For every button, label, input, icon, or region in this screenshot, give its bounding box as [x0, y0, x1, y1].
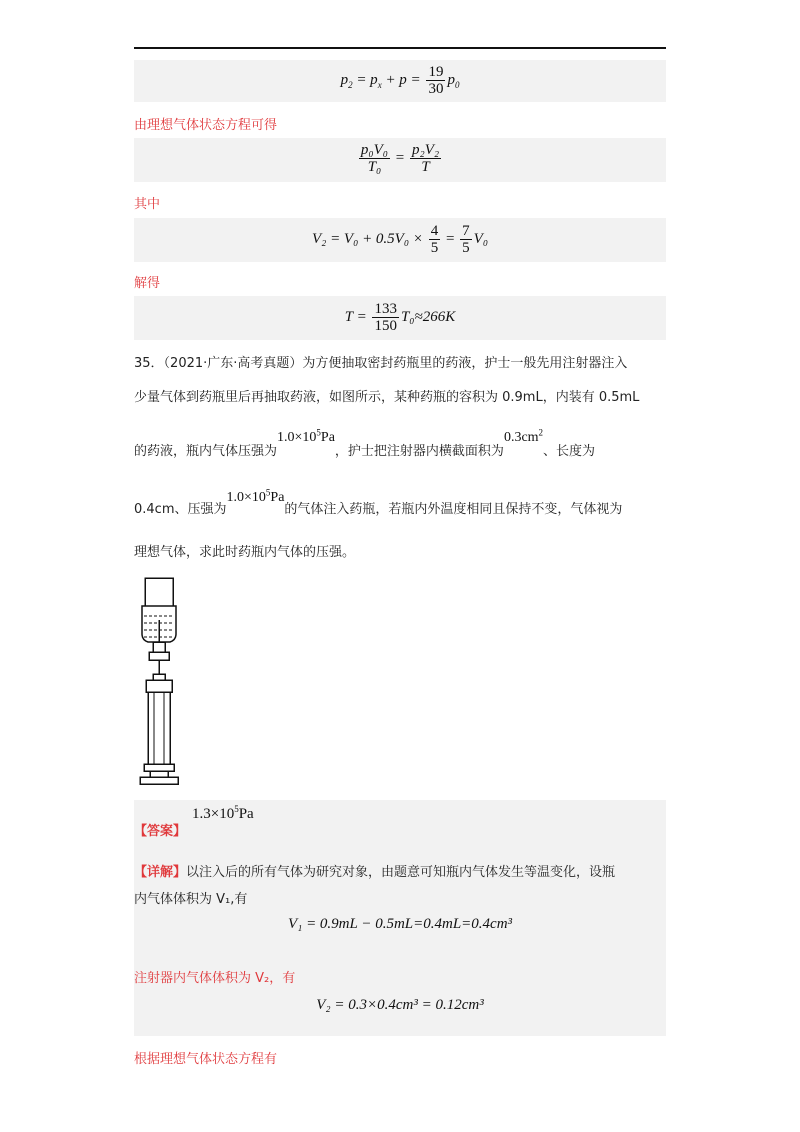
question-line-5: 理想气体，求此时药瓶内气体的压强。	[134, 545, 356, 560]
label-where: 其中	[134, 197, 161, 212]
answer-value: $1.3\times 10^5Pa$	[192, 804, 254, 822]
label-state-equation: 由理想气体状态方程可得	[134, 118, 278, 133]
equation-temperature: T = $\frac{133}{150}$ T₀≈266K	[344, 301, 456, 334]
equation-v2-value: V₂ = 0.3×0.4cm³ = 0.12cm³	[316, 997, 484, 1013]
equation-box-3	[134, 218, 666, 262]
question-line-3: 的药液，瓶内气体压强为$1.0\times 10^5Pa$，护士把注射器内横截面积为$0.3cm^2$、长度为	[134, 427, 596, 459]
detail-line-3: 注射器内气体体积为 V₂，有	[134, 971, 296, 986]
equation-v2: V₂ = V₀ + 0.5V₀ × $\frac{4}{5}$ = $\frac{7}{5}$ V₀	[311, 223, 489, 256]
question-line-1: 35．（2021·广东·高考真题）为方便抽取密封药瓶里的药液，护士一般先用注射器注入	[134, 356, 628, 371]
equation-state: $\frac{\text{p₀V₀}}{\text{T₀}}$ = $\frac{\text{p₂V₂}}{T}$	[360, 142, 440, 175]
header-rule	[134, 47, 666, 49]
question-line-4: 0.4cm、压强为$1.0\times 10^5Pa$的气体注入药瓶，若瓶内外温度相同且保持不变，气体视为	[134, 487, 623, 517]
footer-line: 根据理想气体状态方程有	[134, 1052, 278, 1067]
detail-line-1: 【详解】以注入后的所有气体为研究对象，由题意可知瓶内气体发生等温变化，设瓶	[134, 865, 616, 880]
answer-tag: 【答案】	[134, 824, 187, 839]
detail-line-2: 内气体体积为 V₁,有	[134, 892, 248, 907]
equation-box-4	[134, 296, 666, 340]
question-line-2: 少量气体到药瓶里后再抽取药液，如图所示，某种药瓶的容积为 0.9mL，内装有 0.5mL	[134, 390, 640, 405]
label-solve: 解得	[134, 276, 161, 291]
equation-box-2	[134, 138, 666, 182]
equation-p2: $p_2 = p_x + p$ = $\frac{19}{30}$ $p_0$	[340, 64, 460, 97]
equation-v1: V₁ = 0.9mL − 0.5mL=0.4mL=0.4cm³	[287, 916, 513, 932]
vial-syringe-figure	[132, 576, 192, 788]
equation-box-1	[134, 60, 666, 102]
